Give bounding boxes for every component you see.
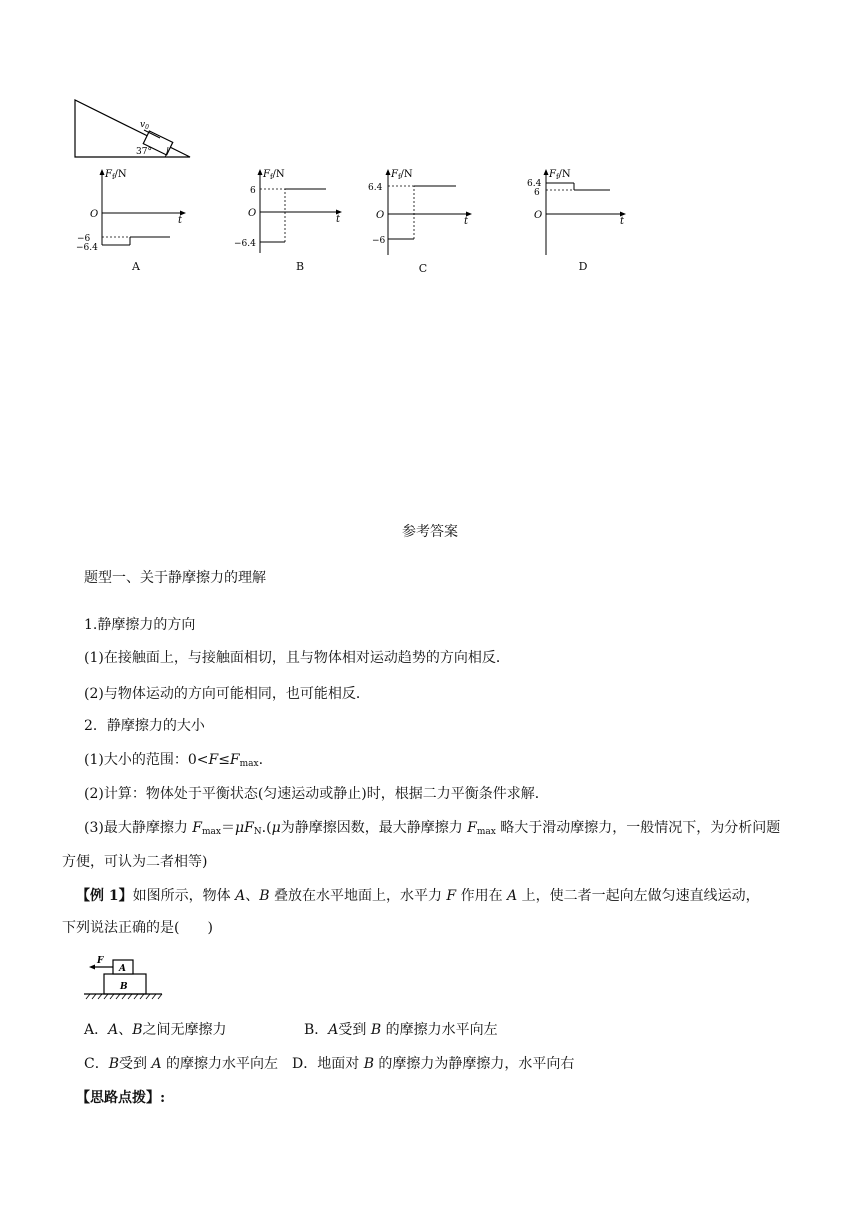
svg-text:37°: 37° <box>136 147 152 157</box>
graph-a <box>72 165 197 255</box>
item1-title: 1.静摩擦力的方向 <box>84 617 196 633</box>
answer-title: 参考答案 <box>402 524 458 540</box>
svg-text:−6: −6 <box>77 234 91 244</box>
graph-c <box>364 165 484 260</box>
item2-title: 2．静摩擦力的大小 <box>84 718 205 734</box>
option-a[interactable]: A．A、B之间无摩擦力 <box>84 1022 227 1038</box>
svg-text:O: O <box>534 210 543 221</box>
svg-text:Ff/N: $F_f/N$ <box>391 169 413 181</box>
svg-text:Ff/N: $F_f/N$ <box>105 169 127 181</box>
section-title: 题型一、关于静摩擦力的理解 <box>84 570 266 586</box>
svg-text:6.4: 6.4 <box>527 179 542 189</box>
item2-p2: (2)计算：物体处于平衡状态(匀速运动或静止)时，根据二力平衡条件求解． <box>84 786 549 802</box>
svg-text:A: A <box>119 964 126 974</box>
svg-text:Ff/N: $F_f/N$ <box>549 169 571 181</box>
item1-p2: (2)与物体运动的方向可能相同，也可能相反． <box>84 686 370 702</box>
svg-text:t: t <box>620 216 625 227</box>
svg-text:O: O <box>248 208 257 219</box>
option-b[interactable]: B．A受到 B 的摩擦力水平向左 <box>304 1022 498 1038</box>
svg-text:O: O <box>90 209 99 220</box>
svg-text:6: 6 <box>250 186 256 196</box>
graph-d-label: D <box>578 260 588 273</box>
hint-label: 【思路点拨】: <box>76 1090 166 1106</box>
svg-text:B: B <box>120 982 128 992</box>
svg-text:6.4: 6.4 <box>368 183 383 193</box>
item1-p1: (1)在接触面上，与接触面相切，且与物体相对运动趋势的方向相反． <box>84 650 510 666</box>
item2-p3-line1: (3)最大静摩擦力 $F_{max}=\mu F_N.(\mu$为静摩擦因数，最大静摩擦力 $F_{max}$ 略大于滑动摩擦力，一般情况下，为分析问题 <box>84 820 781 837</box>
example-line1: 【例 1】如图所示，物体 A、B 叠放在水平地面上，水平力 F 作用在 A 上，使二者一起向左做匀速直线运动， <box>76 888 760 904</box>
svg-text:F: F <box>97 956 104 966</box>
graph-b <box>232 165 350 257</box>
incline-figure <box>70 95 195 163</box>
graph-d <box>522 165 637 257</box>
graph-a-label: A <box>132 260 140 273</box>
svg-text:t: t <box>178 215 183 226</box>
svg-text:−6.4: −6.4 <box>76 243 98 253</box>
option-c[interactable]: C．B受到 A 的摩擦力水平向左 <box>84 1056 279 1072</box>
option-d[interactable]: D．地面对 B 的摩擦力为静摩擦力，水平向右 <box>292 1056 575 1072</box>
svg-text:6: 6 <box>534 188 540 198</box>
svg-text:t: t <box>464 216 469 227</box>
graph-c-label: C <box>418 262 428 275</box>
svg-text:v0: $v_0$ <box>140 120 149 131</box>
svg-text:−6.4: −6.4 <box>234 239 256 249</box>
example-line2: 下列说法正确的是( ) <box>62 920 213 936</box>
svg-text:t: t <box>336 214 341 225</box>
svg-text:Ff/N: $F_f/N$ <box>263 169 285 181</box>
svg-text:O: O <box>376 210 385 221</box>
graph-b-label: B <box>295 260 305 273</box>
item2-p3-line2: 方便，可认为二者相等) <box>62 854 208 870</box>
svg-text:−6: −6 <box>372 236 386 246</box>
blocks-figure <box>82 955 166 1003</box>
item2-p1: (1)大小的范围：$0<F\le F_{max}$. <box>84 752 264 769</box>
